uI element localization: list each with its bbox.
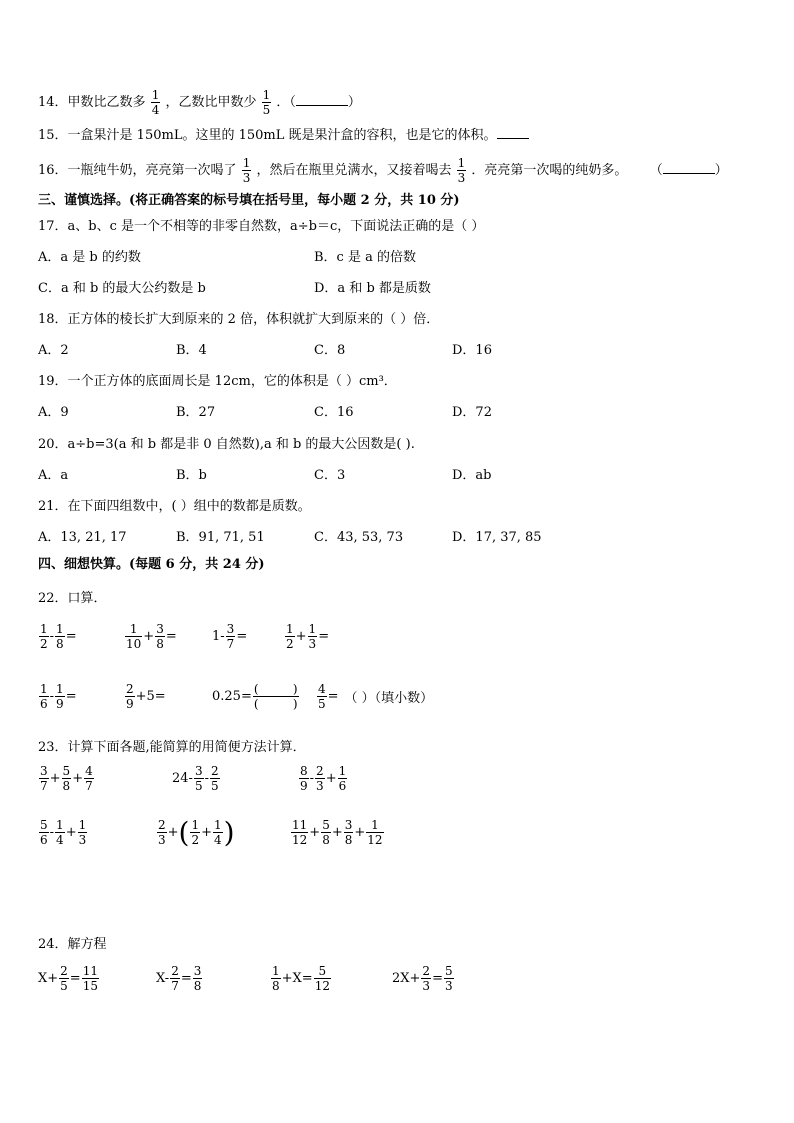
calc-expression: $\frac{8}{9}$ - $\frac{2}{3}$ + $\frac{1}{6}$ [300,764,347,793]
question-19: 19．一个正方体的底面周长是 12cm，它的体积是（ ）cm³． [38,374,397,389]
q17-option-d[interactable]: D．a 和 b 都是质数 [314,281,431,296]
fraction: $\frac{1}{4}$ [151,88,160,117]
q19-option-b[interactable]: B．27 [176,405,216,420]
q20-option-c[interactable]: C．3 [314,468,346,483]
q21-option-a[interactable]: A．13, 21, 17 [38,530,127,545]
question-23-title: 23．计算下面各题,能简算的用简便方法计算． [38,740,306,755]
oral-calc-expression: 0.25= $\frac{( )}{( )}$ [212,682,298,711]
equation: 2X+ $\frac{2}{3}$ = $\frac{5}{3}$ [392,964,453,993]
question-17: 17．a、b、c 是一个不相等的非零自然数，a÷b＝c，下面说法正确的是（ ） [38,219,485,234]
q16-text-a: 16．一瓶纯牛奶，亮亮第一次喝了 [38,163,237,178]
oral-calc-expression: 1- $\frac{3}{7}$ = [212,622,248,651]
equation: X+ $\frac{2}{5}$ = $\frac{11}{15}$ [38,964,98,993]
q16-text-c: ．亮亮第一次喝的纯奶多。 [471,163,628,178]
oral-calc-expression: $\frac{2}{9}$ +5= [126,682,166,711]
oral-calc-expression: $\frac{1}{2}$ - $\frac{1}{8}$ = [40,622,77,651]
q19-option-c[interactable]: C．16 [314,405,354,420]
q20-option-d[interactable]: D．ab [452,468,492,483]
q21-option-b[interactable]: B．91, 71, 51 [176,530,265,545]
equation: $\frac{1}{8}$ +X= $\frac{5}{12}$ [272,964,330,993]
answer-blank[interactable] [663,161,715,174]
section-3-heading: 三、谨慎选择。(将正确答案的标号填在括号里，每小题 2 分，共 10 分) [38,193,460,208]
q19-option-d[interactable]: D．72 [452,405,492,420]
q14-text-b: ，乙数比甲数少 [165,95,257,110]
q14-text-c: ．（ [276,95,296,110]
q18-option-d[interactable]: D．16 [452,343,492,358]
calc-expression: $\frac{2}{3}$ + ( $\frac{1}{2}$ + $\frac{1}{4}$ ) [158,815,235,849]
q14-text-d: ） [347,95,361,110]
q16-text-e: ） [714,163,728,178]
question-16 [38,156,728,185]
calc-expression: $\frac{3}{7}$ + $\frac{5}{8}$ + $\frac{4}{7}$ [40,764,93,793]
calc-expression: $\frac{11}{12}$ + $\frac{5}{8}$ + $\frac{3}{8}$ + $\frac{1}{12}$ [292,818,383,847]
q21-option-d[interactable]: D．17, 37, 85 [452,530,542,545]
q15-text: 15．一盒果汁是 150mL。这里的 150mL 既是果汁盒的容积，也是它的体积。 [38,128,497,143]
oral-calc-expression: $\frac{1}{6}$ - $\frac{1}{9}$ = [40,682,77,711]
question-22-title: 22．口算． [38,591,107,606]
question-24-title: 24．解方程 [38,937,107,952]
oral-calc-expression: $\frac{1}{2}$ + $\frac{1}{3}$ = [286,622,330,651]
section-4-heading: 四、细想快算。(每题 6 分，共 24 分) [38,557,265,572]
q17-option-b[interactable]: B．c 是 a 的倍数 [314,250,416,265]
q19-option-a[interactable]: A．9 [38,405,69,420]
question-18: 18．正方体的棱长扩大到原来的 2 倍，体积就扩大到原来的（ ）倍． [38,312,440,327]
calc-expression: 24- $\frac{3}{5}$ - $\frac{2}{5}$ [172,764,219,793]
q17-option-a[interactable]: A．a 是 b 的约数 [38,250,141,265]
fraction: $\frac{1}{5}$ [262,88,271,117]
equation: X- $\frac{2}{7}$ = $\frac{3}{8}$ [156,964,202,993]
question-14 [38,88,361,117]
oral-calc-expression: $\frac{4}{5}$ = （ ）（填小数） [318,682,434,711]
fraction: $\frac{1}{3}$ [457,156,466,185]
q17-option-c[interactable]: C．a 和 b 的最大公约数是 b [38,281,206,296]
oral-calc-expression: $\frac{1}{10}$ + $\frac{3}{8}$ = [126,622,177,651]
q21-option-c[interactable]: C．43, 53, 73 [314,530,404,545]
q20-option-b[interactable]: B．b [176,468,207,483]
q14-text-a: 14．甲数比乙数多 [38,95,146,110]
fraction-blank[interactable]: $\frac{( )}{( )}$ [253,682,298,711]
q20-option-a[interactable]: A．a [38,468,69,483]
q16-text-d: （ [649,163,663,178]
fill-decimal-hint: （ ）（填小数） [344,691,434,706]
question-15 [38,126,529,145]
question-20: 20．a÷b=3(a 和 b 都是非 0 自然数),a 和 b 的最大公因数是( ). [38,437,415,452]
answer-blank[interactable] [497,126,529,139]
question-21: 21．在下面四组数中，( ）组中的数都是质数。 [38,499,311,514]
q18-option-a[interactable]: A．2 [38,343,69,358]
answer-blank[interactable] [296,93,348,106]
calc-expression: $\frac{5}{6}$ - $\frac{1}{4}$ + $\frac{1}{3}$ [40,818,87,847]
q18-option-c[interactable]: C．8 [314,343,346,358]
q16-text-b: ，然后在瓶里兑满水，又接着喝去 [256,163,452,178]
fraction: $\frac{1}{3}$ [242,156,251,185]
q18-option-b[interactable]: B．4 [176,343,207,358]
